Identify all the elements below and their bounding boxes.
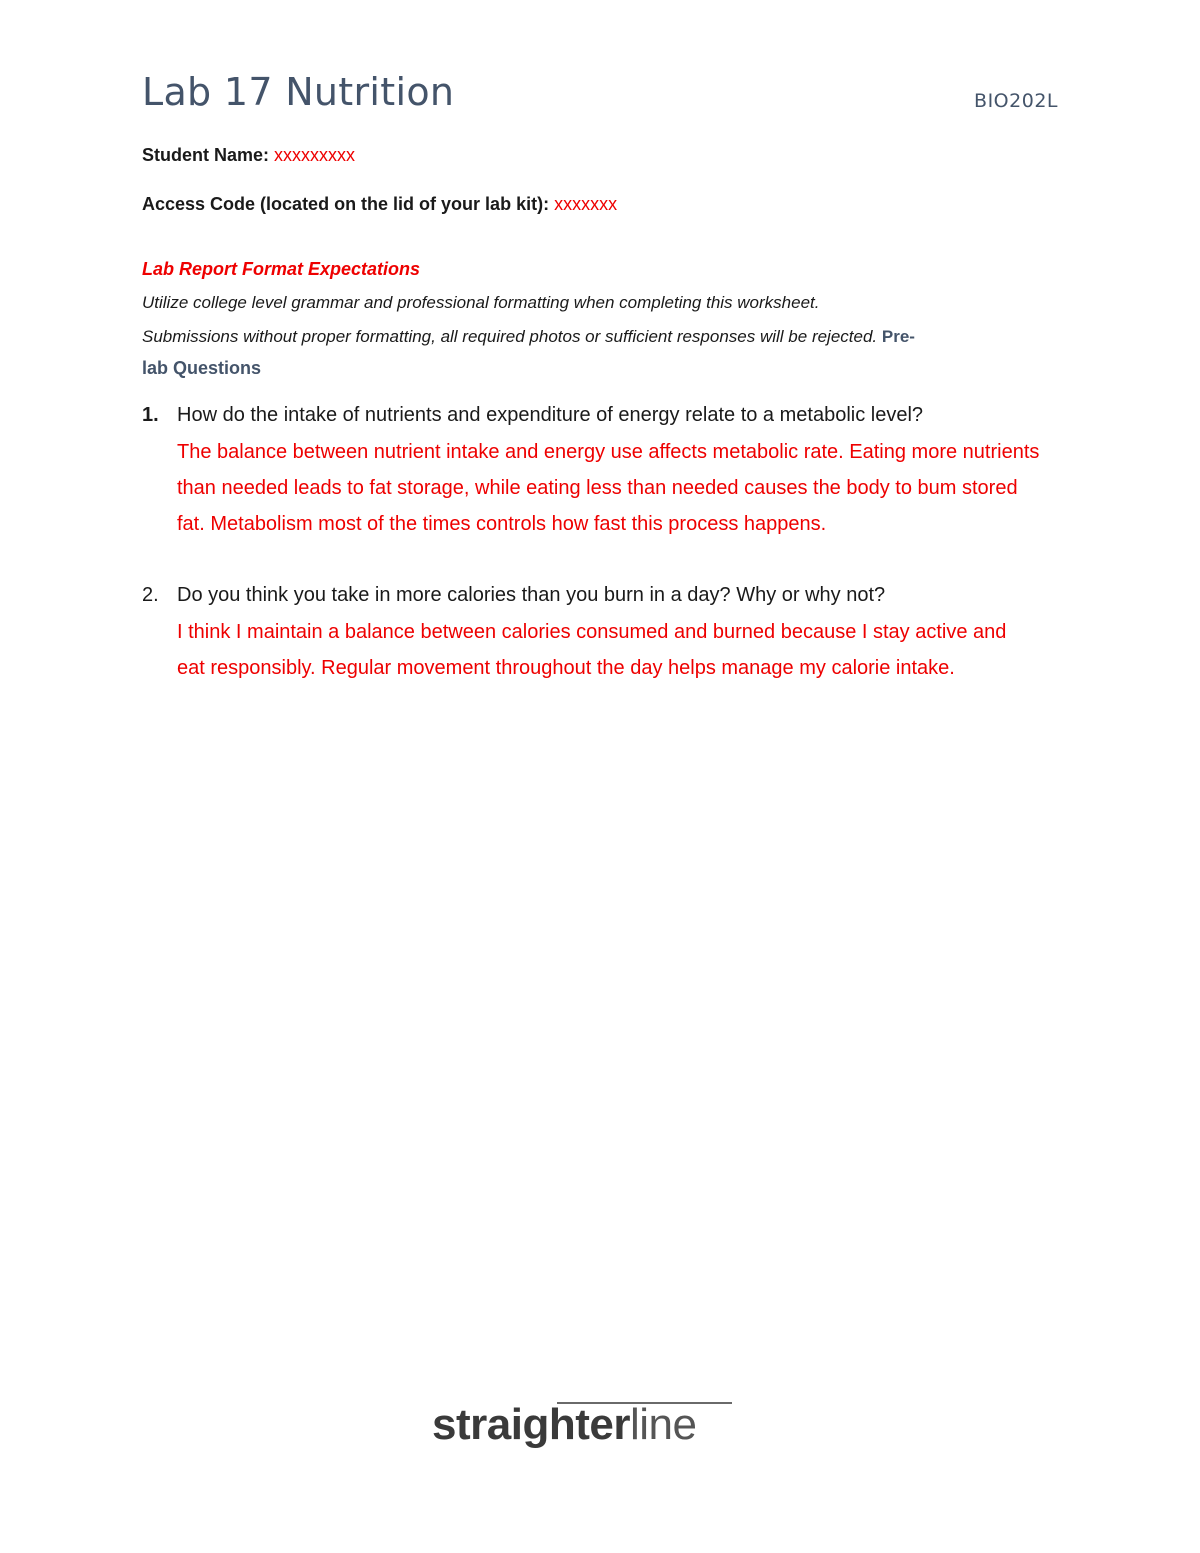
question-2-number: 2. [142,584,159,606]
document-title: Lab 17 Nutrition [142,70,455,114]
question-1-text: How do the intake of nutrients and expenditure of energy relate to a metabolic level? [177,404,924,426]
question-1-number: 1. [142,404,159,426]
logo-light-part: line [629,1400,697,1449]
expectations-line-1: Utilize college level grammar and professional formatting when completing this worksheet. [142,293,820,312]
format-expectations-heading: Lab Report Format Expectations [142,259,421,279]
student-name-field [142,145,355,166]
logo-wordmark [432,1400,696,1450]
expectations-line-2 [142,327,915,347]
access-code-value: xxxxxxx [554,194,618,214]
expectations-line-2-text: Submissions without proper formatting, all required photos or sufficient responses will be rejected. [142,327,878,346]
document-header [142,70,1058,126]
course-code: BIO202L [974,90,1058,112]
question-1-answer: The balance between nutrient intake and energy use affects metabolic rate. Eating more nutrients than needed leads to fat storage, while eating less than needed causes the body to bum stored fat. Metabolism most of the times controls how fast this process happens. [177,441,1040,535]
student-name-label: Student Name: [142,145,270,165]
access-code-label: Access Code (located on the lid of your lab kit): [142,194,550,214]
straighterline-logo [432,1396,762,1462]
prelab-heading-start: Pre- [881,327,915,346]
student-name-value: xxxxxxxxx [274,145,356,165]
access-code-field [142,194,617,215]
prelab-heading-end: lab Questions [142,358,262,378]
logo-bold-part: straighter [432,1400,630,1449]
question-2-answer: I think I maintain a balance between calories consumed and burned because I stay active and eat responsibly. Regular movement throughout the day helps manage my calorie intake. [177,621,1007,679]
question-2-text: Do you think you take in more calories than you burn in a day? Why or why not? [177,584,886,606]
